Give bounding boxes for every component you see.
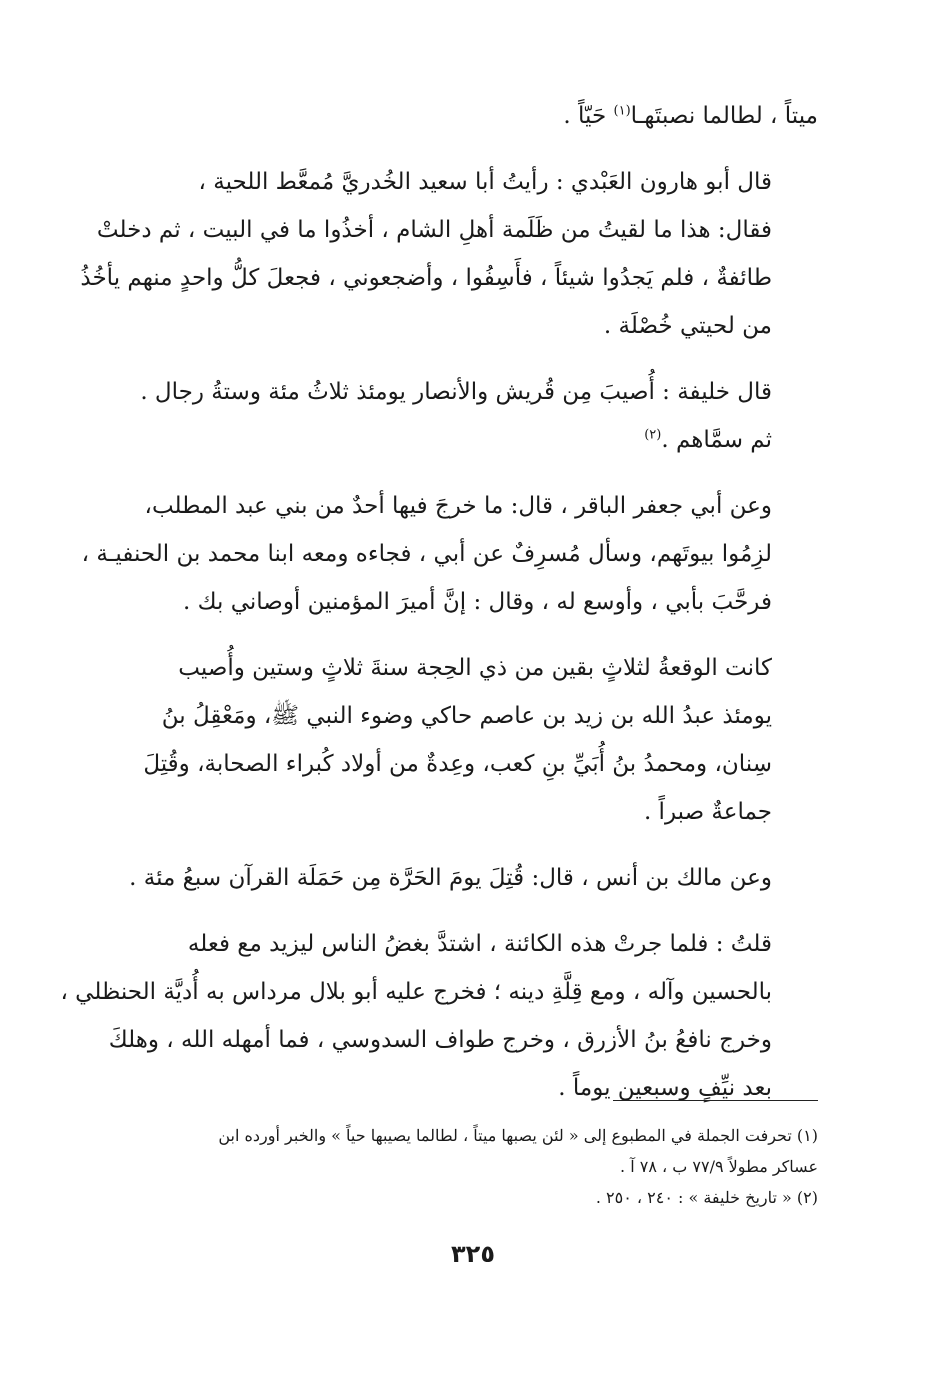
text-line: كانت الوقعةُ لثلاثٍ بقين من ذي الحِجة سنةَ ثلاثٍ وستين وأُصيب xyxy=(178,655,772,681)
text-line: طائفةٌ ، فلم يَجدُوا شيئاً ، فأَسِفُوا ، وأضجعوني ، فجعلَ كلُّ واحدٍ منهم يأخُذُ xyxy=(80,265,772,291)
paragraph-7 xyxy=(60,920,818,1112)
footnote-divider xyxy=(613,1100,818,1101)
text-line: جماعةٌ صبراً . xyxy=(643,799,772,825)
text-line: قلتُ : فلما جرتْ هذه الكائنة ، اشتدَّ بغضُ الناس ليزيد مع فعله xyxy=(187,931,772,957)
text-line: وخرج نافعُ بنُ الأزرق ، وخرج طواف السدوسي ، فما أمهله الله ، وهلكَ xyxy=(108,1027,772,1053)
page-number: ٣٢٥ xyxy=(451,1240,495,1268)
footnote-1-line-2: عساكر مطولاً ٧٧/٩ ب ، ٧٨ آ . xyxy=(620,1157,818,1176)
paragraph-3 xyxy=(128,368,818,464)
text-line: قال خليفة : أُصيبَ مِن قُريش والأنصار يومئذ ثلاثُ مئة وستةُ رجال . xyxy=(140,379,772,405)
paragraph-1 xyxy=(128,92,818,140)
text-line: قال أبو هارون العَبْدي : رأيتُ أبا سعيد الخُدريَّ مُمعَّط اللحية ، xyxy=(198,169,772,195)
main-text xyxy=(60,92,818,1112)
text-line: ميتاً ، لطالما نصبتَهـا$^{(١)}$ حَيّاً . xyxy=(563,103,818,129)
text-line: ثم سمَّاهم .$^{(٢)}$ xyxy=(644,427,772,453)
text-line: فقال: هذا ما لقيتُ من ظَلَمة أهلِ الشام ، أخذُوا ما في البيت ، ثم دخلتْ xyxy=(96,217,772,243)
text-line: يومئذ عبدُ الله بن زيد بن عاصم حاكي وضوء النبي ﷺ، ومَعْقِلُ بنُ xyxy=(161,703,772,729)
footnote-1-line-1: (١) تحرفت الجملة في المطبوع إلى « لئن يصبها ميتاً ، لطالما يصيبها حياً » والخبر أورده ابن xyxy=(218,1126,818,1145)
text-line: بعد نيِّفٍ وسبعين يوماً . xyxy=(558,1075,772,1101)
footnote-ref-2: (٢) xyxy=(644,427,662,443)
text-line: وعن أبي جعفر الباقر ، قال: ما خرجَ فيها أحدٌ من بني عبد المطلب، xyxy=(144,493,772,519)
footnotes xyxy=(128,1120,818,1213)
text-line: لزِمُوا بيوتَهم، وسأل مُسرِفٌ عن أبي ، فجاءه ومعه ابنا محمد بن الحنفيـة ، xyxy=(81,541,772,567)
paragraph-2 xyxy=(80,158,818,350)
footnote-ref-1: (١) xyxy=(613,103,631,119)
text-line: فرحَّبَ بأبي ، وأوسع له ، وقال : إنَّ أميرَ المؤمنين أوصاني بك . xyxy=(183,589,772,615)
text-line: وعن مالك بن أنس ، قال: قُتِلَ يومَ الحَرَّة مِن حَمَلَة القرآن سبعُ مئة . xyxy=(129,865,772,891)
paragraph-5 xyxy=(128,644,818,836)
text-line: سِنان، ومحمدُ بنُ أُبَيِّ بنِ كعب، وعِدةٌ من أولاد كُبراء الصحابة، وقُتِلَ xyxy=(143,751,772,777)
paragraph-4 xyxy=(81,482,818,626)
text-line: بالحسين وآله ، ومع قِلَّةِ دينه ؛ فخرج عليه أبو بلال مرداس به أُديَّة الحنظلي ، xyxy=(60,979,772,1005)
paragraph-6 xyxy=(128,854,818,902)
footnote-2: (٢) « تاريخ خليفة » : ٢٤٠ ، ٢٥٠ . xyxy=(595,1188,818,1207)
text-line: من لحيتي خُصْلَة . xyxy=(603,313,772,339)
